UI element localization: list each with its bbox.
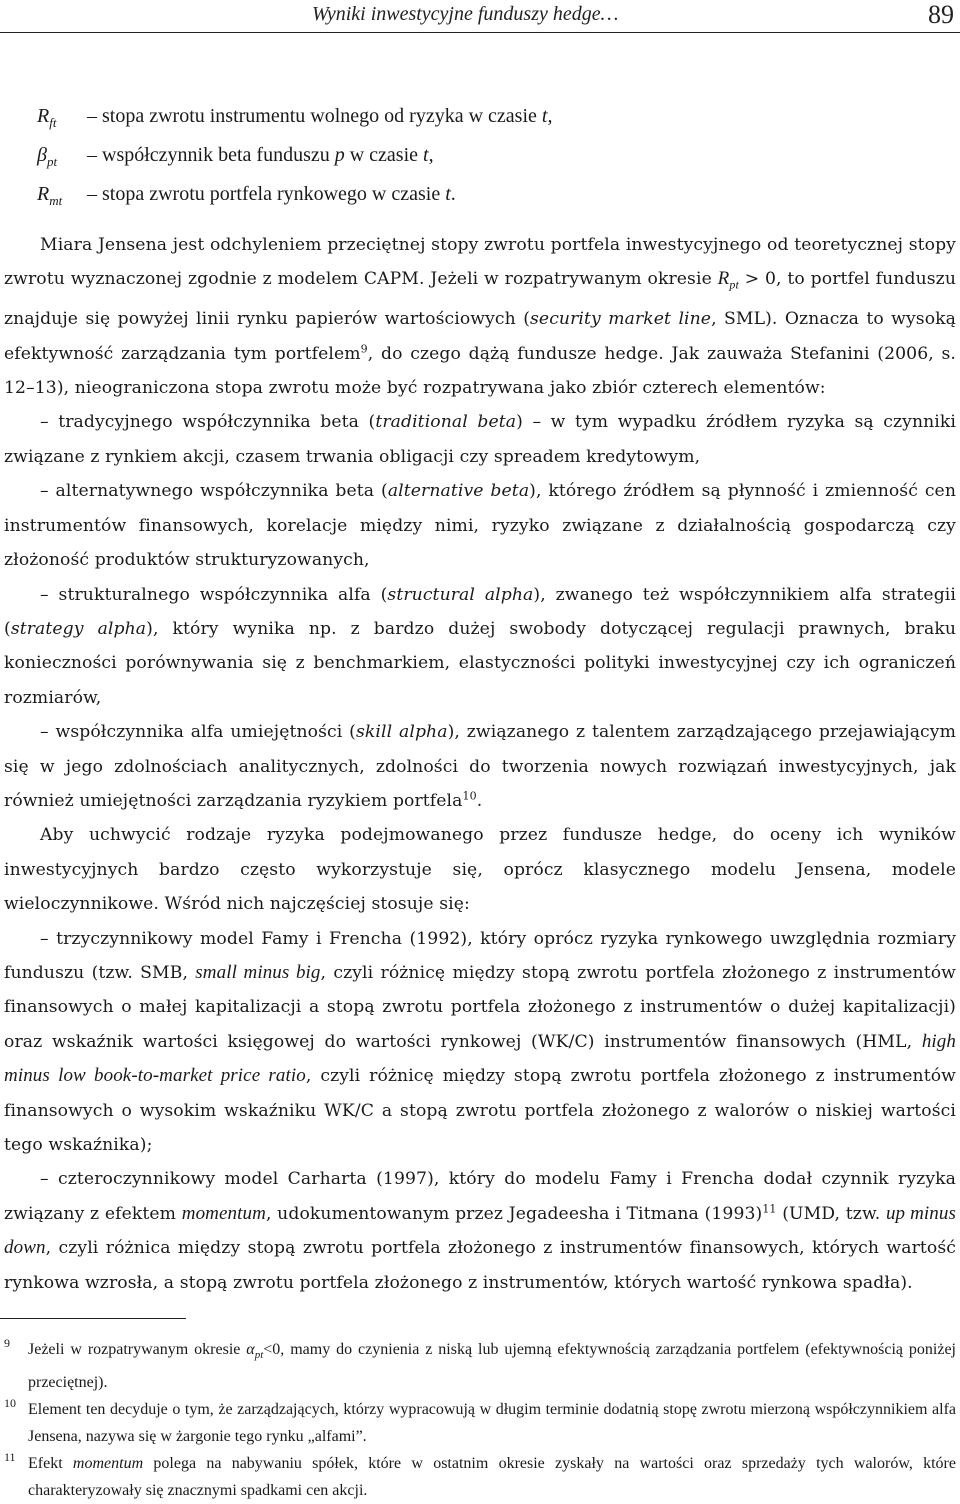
footnote-number: 11 xyxy=(4,1450,16,1465)
footnote-ref[interactable]: 9 xyxy=(360,341,368,355)
footnote-number: 9 xyxy=(4,1336,10,1350)
symbol-definitions xyxy=(37,100,937,217)
footnote: 9 Jeżeli w rozpatrywanym okresie $\alpha_{pt}<0$, mamy do czynienia z niską lub ujemną efektywnością zarządzania portfelem (efektywnością poniżej przeciętnej). xyxy=(4,1336,956,1396)
definition-symbol: $\beta_{pt}$ xyxy=(37,144,58,169)
definition-symbol: $R_{mt}$ xyxy=(37,183,63,208)
paragraph-multifactor: Aby uchwycić rodzaje ryzyka podejmowanego przez fundusze hedge, do oceny ich wyników inwestycyjnych bardzo często wykorzystuje się, oprócz klasycznego modelu Jensena, modele wieloczynnikowe. Wśród nich najczęściej stosuje się: xyxy=(4,825,956,915)
list-item: – współczynnika alfa umiejętności (skill alpha), związanego z talentem zarządzającego przejawiającym się w jego zdolnościach analitycznych, zdolności do tworzenia nowych rozwiązań inwestycyjnych, jak również umiejętności zarządzania ryzykiem portfela$^{10}$. xyxy=(4,722,956,811)
definition-row xyxy=(37,139,937,178)
page-number: 89 xyxy=(928,0,954,29)
list-item: – trzyczynnikowy model Famy i Frencha (1992), który oprócz ryzyka rynkowego uwzględnia rozmiary funduszu (tzw. SMB, small minus big, czyli różnicę między stopą zwrotu portfela złożonego z instrumentów finansowych o małej kapitalizacji a stopą zwrotu portfela złożonego z instrumentów o dużej kapitalizacji) oraz wskaźnik wartości księgowej do wartości rynkowej (WK/C) instrumentów finansowych (HML, high minus low book-to-market price ratio, czyli różnicę między stopą zwrotu portfela złożonego z instrumentów finansowych o wysokim wskaźniku WK/C a stopą zwrotu portfela złożonego z walorów o niskiej wartości tego wskaźnika); xyxy=(4,928,956,1155)
footnote-divider xyxy=(0,1318,186,1319)
footnote-ref[interactable]: 10 xyxy=(462,789,477,803)
footnote: 11 Efekt momentum polega na nabywaniu spółek, które w ostatnim okresie zyskały na wartości oraz sprzedaży tych walorów, które charakteryzowały się znacznymi spadkami cen akcji. xyxy=(4,1450,956,1504)
list-item: – czteroczynnikowy model Carharta (1997), który do modelu Famy i Frencha dodał czynnik ryzyka związany z efektem momentum, udokumentowanym przez Jegadeesha i Titmana $(1993)^{11}$ (UMD, tzw. up minus down, czyli różnica między stopą zwrotu portfela złożonego z instrumentów finansowych, których wartość rynkowa wzrosła, a stopą zwrotu portfela złożonego z instrumentów, których wartość rynkowa spadła). xyxy=(4,1169,957,1293)
footnote: 10 Element ten decyduje o tym, że zarządzających, którzy wypracowują w długim terminie dodatnią stopę zwrotu mierzoną współczynnikiem alfa Jensena, nazywa się w żargonie tego rynku „alfami”. xyxy=(4,1396,956,1450)
list-item: – alternatywnego współczynnika beta (alternative beta), którego źródłem są płynność i zmienność cen instrumentów finansowych, korelacje między nimi, ryzyko związane z działalnością gospodarczą czy złożoność produktów strukturyzowanych, xyxy=(4,481,956,571)
running-title: Wyniki inwestycyjne funduszy hedge… xyxy=(312,3,619,25)
definition-text: – stopa zwrotu instrumentu wolnego od ryzyka w czasie t, xyxy=(87,105,553,127)
paragraph-jensen: Miara Jensena jest odchyleniem przeciętnej stopy zwrotu portfela inwestycyjnego od teoretycznej stopy zwrotu wyznaczonej zgodnie z modelem CAPM. Jeżeli w rozpatrywanym okresie $R_{pt} > 0$, to portfel funduszu znajduje się powyżej linii rynku papierów wartościowych (security market line, SML). Oznacza to wysoką efektywność zarządzania tym portfelem$^9$, do czego dążą fundusze hedge. Jak zauważa Stefanini (2006, s. 12–13), nieograniczona stopa zwrotu może być rozpatrywana jako zbiór czterech elementów: xyxy=(4,235,957,399)
running-header xyxy=(0,0,960,33)
list-item: – strukturalnego współczynnika alfa (structural alpha), zwanego też współczynnikiem alfa strategii (strategy alpha), który wynika np. z bardzo dużej swobody dotyczącej regulacji prawnych, braku konieczności porównywania się z benchmarkiem, elastyczności polityki inwestycyjnej czy ich ograniczeń rozmiarów, xyxy=(4,584,956,708)
body-text xyxy=(4,228,956,1300)
footnote-ref[interactable]: 11 xyxy=(762,1202,777,1216)
list-item: – tradycyjnego współczynnika beta (traditional beta) – w tym wypadku źródłem ryzyka są czynniki związane z rynkiem akcji, czasem trwania obligacji czy spreadem kredytowym, xyxy=(4,412,957,467)
definition-row xyxy=(37,100,937,139)
definition-row xyxy=(37,178,937,217)
footnotes xyxy=(4,1336,956,1504)
definition-text: – współczynnik beta funduszu p w czasie t, xyxy=(87,144,434,166)
footnote-number: 10 xyxy=(4,1396,16,1411)
definition-text: – stopa zwrotu portfela rynkowego w czasie t. xyxy=(87,183,456,205)
definition-symbol: $R_{ft}$ xyxy=(37,105,57,130)
